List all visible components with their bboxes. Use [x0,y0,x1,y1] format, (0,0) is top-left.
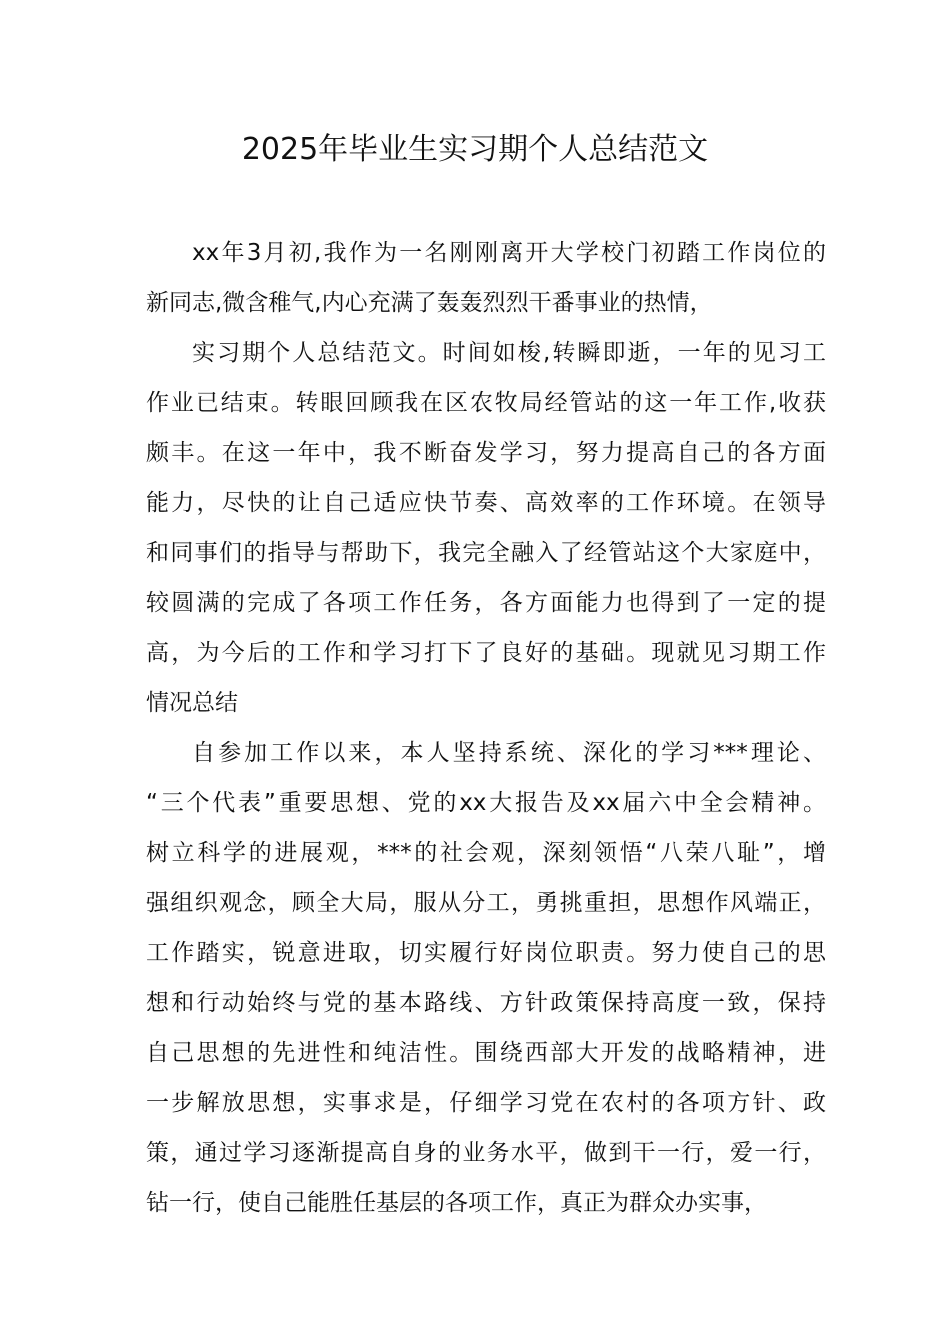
paragraph-3-line-2: “三个代表”重要思想、党的xx大报告及xx届六中全会精神。 [146,790,826,816]
paragraph-2-line-7: 高，为今后的工作和学习打下了良好的基础。现就见习期工作 [146,640,826,666]
paragraph-1-line-2: 新同志,微含稚气,内心充满了轰轰烈烈干番事业的热情， [146,290,713,316]
paragraph-3-line-9: 策，通过学习逐渐提高自身的业务水平，做到干一行，爱一行， [146,1140,826,1166]
paragraph-2-line-8: 情况总结 [146,690,238,716]
paragraph-3-line-3: 树立科学的进展观，***的社会观，深刻领悟“八荣八耻”，增 [146,840,826,866]
paragraph-1-line-1: xx年3月初,我作为一名刚刚离开大学校门初踏工作岗位的 [192,240,826,266]
paragraph-2-line-1: 实习期个人总结范文。时间如梭,转瞬即逝，一年的见习工 [192,340,826,366]
paragraph-3-line-6: 想和行动始终与党的基本路线、方针政策保持高度一致，保持 [146,990,826,1016]
paragraph-3-line-7: 自己思想的先进性和纯洁性。围绕西部大开发的战略精神，进 [146,1040,826,1066]
document-title: 2025年毕业生实习期个人总结范文 [241,132,709,167]
paragraph-2-line-5: 和同事们的指导与帮助下，我完全融入了经管站这个大家庭中， [146,540,826,566]
paragraph-2-line-4: 能力，尽快的让自己适应快节奏、高效率的工作环境。在领导 [146,490,826,516]
paragraph-3-line-8: 一步解放思想，实事求是，仔细学习党在农村的各项方针、政 [146,1090,826,1116]
paragraph-2-line-6: 较圆满的完成了各项工作任务，各方面能力也得到了一定的提 [146,590,826,616]
paragraph-3-line-1: 自参加工作以来，本人坚持系统、深化的学习***理论、 [192,740,826,766]
document-body [146,228,826,1228]
paragraph-3-line-5: 工作踏实，锐意进取，切实履行好岗位职责。努力使自己的思 [146,940,826,966]
paragraph-2-line-3: 颇丰。在这一年中，我不断奋发学习，努力提高自己的各方面 [146,440,826,466]
paragraph-2-line-2: 作业已结束。转眼回顾我在区农牧局经管站的这一年工作,收获 [146,390,826,416]
paragraph-3-line-10: 钻一行，使自己能胜任基层的各项工作，真正为群众办实事， [146,1190,767,1216]
paragraph-3-line-4: 强组织观念，顾全大局，服从分工，勇挑重担，思想作风端正， [146,890,826,916]
